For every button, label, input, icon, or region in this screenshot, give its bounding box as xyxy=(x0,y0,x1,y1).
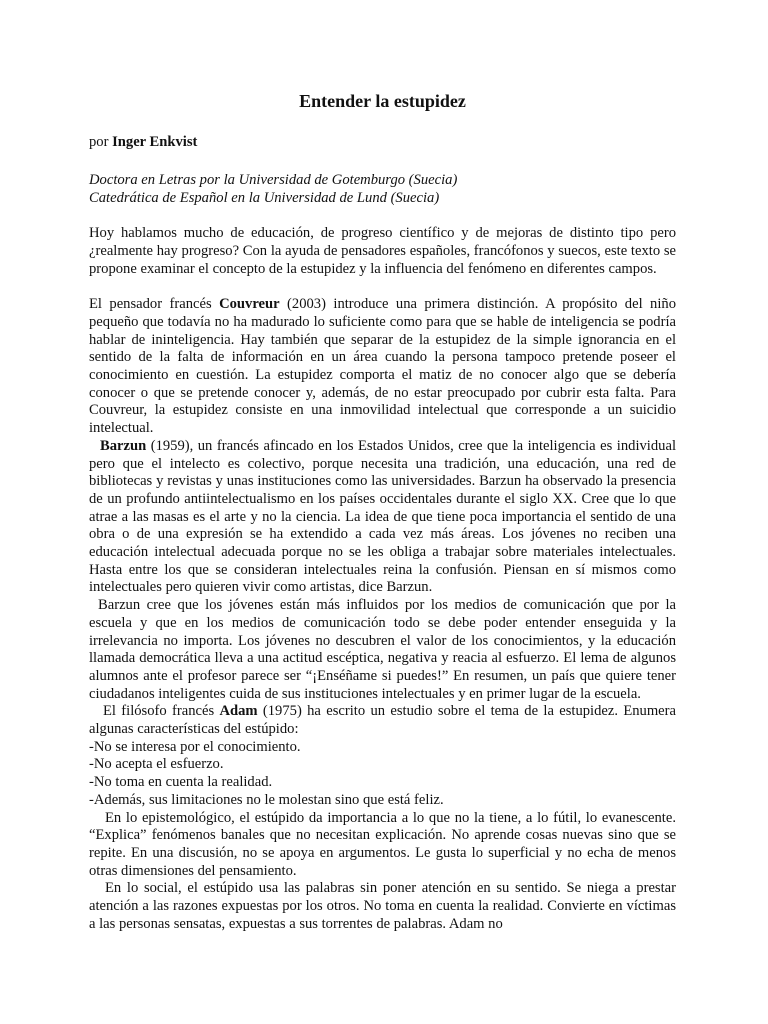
paragraph-barzun-youth: Barzun cree que los jóvenes están más influidos por los medios de comunicación que por la escuela y que en los medios de comunicación todo se debe poder entender enseguida y la irrelevancia no importa. Los jóvenes no descubren el valor de los conocimientos, y la educación llamada democrática lleva a una actitud escéptica, negativa y reacia al esfuerzo. El lema de algunos alumnos ante el profesor parece ser “¡Enséñame si puedes!” En resumen, un país que quiere tener ciudadanos inteligentes cuida de sus instituciones intelectuales y en primer lugar de la escuela. xyxy=(89,597,676,702)
author-name: Inger Enkvist xyxy=(112,134,198,150)
paragraph-text: (1975) ha escrito un estudio sobre el tema de la estupidez. Enumera algunas características del estúpido: xyxy=(89,703,676,738)
affiliation-line: Doctora en Letras por la Universidad de Gotemburgo (Suecia) xyxy=(89,172,458,188)
cited-author: Couvreur xyxy=(219,296,280,313)
characteristics-list xyxy=(89,739,676,810)
list-item: -No se interesa por el conocimiento. xyxy=(89,738,301,755)
paragraph-adam xyxy=(89,703,676,738)
list-item: -No acepta el esfuerzo. xyxy=(89,756,224,773)
paragraph-couvreur xyxy=(89,296,676,438)
byline xyxy=(89,133,676,152)
paragraph-barzun xyxy=(89,438,676,597)
affiliation-line: Catedrática de Español en la Universidad de Lund (Suecia) xyxy=(89,189,440,206)
author-affiliations xyxy=(89,172,676,207)
paragraph-intro: Hoy hablamos mucho de educación, de progreso científico y de mejoras de distinto tipo pero ¿realmente hay progreso? Con la ayuda de pensadores españoles, francófonos y suecos, este texto se propone examinar el concepto de la estupidez y la influencia del fenómeno en diferentes campos. xyxy=(89,225,676,277)
paragraph-epistemological: En lo epistemológico, el estúpido da importancia a lo que no la tiene, a lo fútil, lo evanescente. “Explica” fenómenos banales que no necesitan explicación. No aprende cosas nuevas sino que se repite. En una discusión, no se apoya en argumentos. Le gusta lo superficial y no echa de menos otras dimensiones del pensamiento. xyxy=(89,809,676,879)
paragraph-text: El filósofo francés xyxy=(103,703,220,720)
paragraph-social: En lo social, el estúpido usa las palabras sin poner atención en su sentido. Se niega a prestar atención a las razones expuestas por los otros. No toma en cuenta la realidad. Convierte en víctimas a las personas sensatas, expuestas a sus torrentes de palabras. Adam no xyxy=(89,880,676,932)
paragraph-text: El pensador francés xyxy=(89,296,220,313)
paragraph-text: (1959), un francés afincado en los Estados Unidos, cree que la inteligencia es individual pero que el intelecto es colectivo, porque necesita una tradición, una educación, una red de bibliotecas y revistas y unas instituciones como las universidades. Barzun ha observado la presencia de un profundo antiintelectualismo en los países occidentales durante el siglo XX. Cree que lo que atrae a las masas es el arte y no la ciencia. La idea de que tiene poca importancia el sentido de una obra o de una expresión se ha extendido a cada vez más áreas. Los jóvenes no reciben una educación intelectual adecuada porque no se les obliga a trabajar sobre materiales intelectuales. Hasta entre los que se consideran intelectuales reina la confusión. Piensan en sí mismos como intelectuales pero quieren vivir como artistas, dice Barzun. xyxy=(89,437,676,596)
paragraph-text: (2003) introduce una primera distinción. A propósito del niño pequeño que todavía no ha madurado lo suficiente como para que se hable de inteligencia se podría hablar de ininteligencia. Hay también que separar de la estupidez de la simple ignorancia en el sentido de la falta de información en un área cuando la persona tampoco pretende poseer el conocimiento en cuestión. La estupidez comporta el matiz de no conocer algo que se debería conocer o que se pretende conocer y, además, de no estar preocupado por cubrir esta falta. Para Couvreur, la estupidez consiste en una inmovilidad intelectual que corresponde a un suicidio intelectual. xyxy=(89,296,676,437)
cited-author: Adam xyxy=(219,703,258,720)
list-item: -Además, sus limitaciones no le molestan sino que está feliz. xyxy=(89,791,444,808)
list-item: -No toma en cuenta la realidad. xyxy=(89,774,273,791)
cited-author: Barzun xyxy=(100,437,147,454)
byline-prefix: por xyxy=(89,134,113,150)
document-title: Entender la estupidez xyxy=(299,91,466,111)
